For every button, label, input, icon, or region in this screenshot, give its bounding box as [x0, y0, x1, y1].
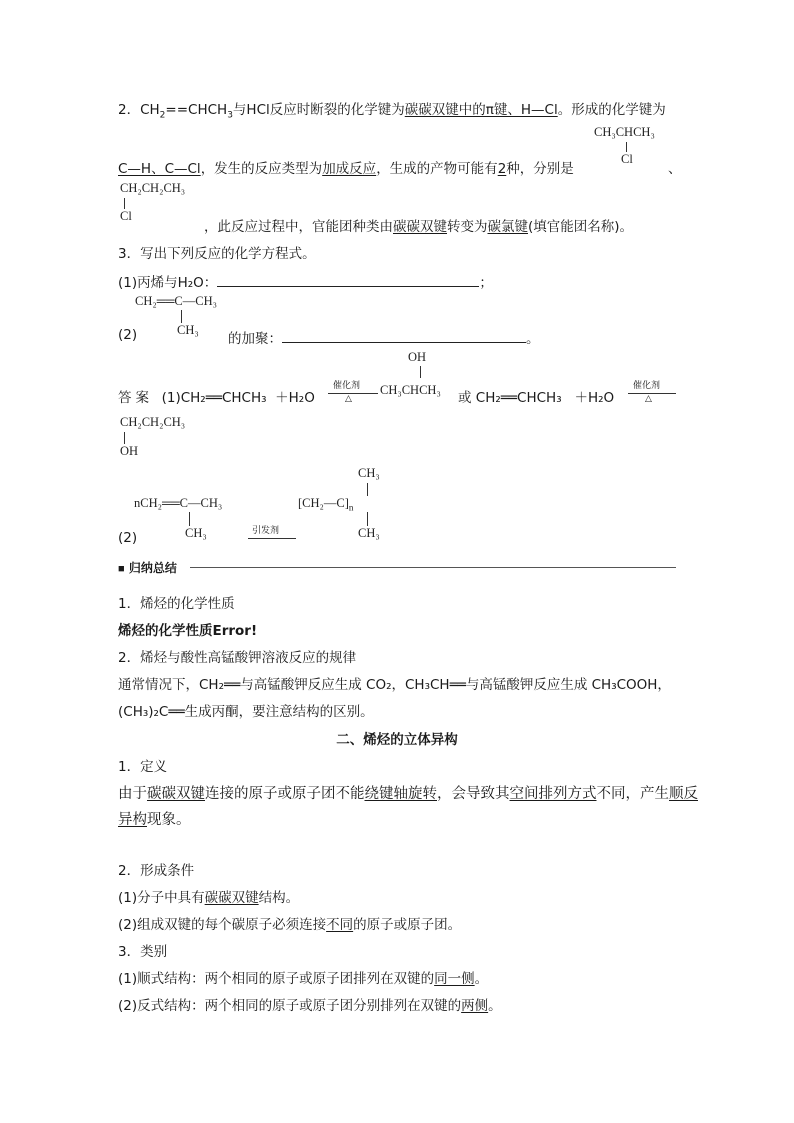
section-title: 二、烯烃的立体异构 [336, 732, 458, 748]
monomer-ch3: CH₃ [185, 526, 207, 540]
answer-blank-1[interactable] [217, 274, 479, 287]
answer-blank-2[interactable] [282, 330, 526, 343]
definition-line2: 异构现象。 [118, 812, 191, 828]
conditions-title: 2．形成条件 [118, 863, 195, 879]
prod2-top: CH₂CH₂CH₃ [120, 415, 186, 429]
condition-1: (1)分子中具有碳碳双键结构。 [118, 890, 300, 906]
summary-p1-title: 1．烯烃的化学性质 [118, 596, 235, 612]
bond-line [181, 310, 182, 323]
struct-1-chloropropane-cl: Cl [120, 209, 132, 223]
reaction-arrow-2 [628, 393, 676, 394]
summary-heading: ■ 归纳总结 [118, 561, 177, 575]
answer-line1: 答案 (1)CH₂══CHCH₃ ＋H₂O [118, 390, 315, 406]
answer-2-label: (2) [118, 530, 138, 546]
reaction-arrow-3 [248, 538, 296, 539]
q2-comma: 、 [668, 161, 682, 177]
condition-2: (2)组成双键的每个碳原子必须连接不同的原子或原子团。 [118, 917, 462, 933]
struct-2-chloropropane-top: CH₃CHCH₃ [594, 125, 655, 139]
q3-item2: 的加聚： 。 [228, 331, 540, 347]
heat-label-1: △ [345, 394, 352, 404]
summary-p2-line2: (CH₃)₂C══生成丙酮，要注意结构的区别。 [118, 704, 374, 720]
answer-line1b: 或 CH₂══CHCH₃ ＋H₂O [458, 390, 615, 406]
polymer-chain: $[CH_2—C]_n$ [298, 496, 354, 513]
q3-item1: (1)丙烯与H₂O： ； [118, 275, 493, 291]
q3-monomer-struct-bottom: CH₃ [177, 323, 199, 337]
bond-line [189, 512, 190, 526]
bond-line [420, 366, 421, 378]
bond-line [124, 198, 125, 209]
poly-bottom: CH₃ [358, 526, 380, 540]
bond-line [367, 512, 368, 526]
poly-top: CH₃ [358, 466, 380, 480]
struct-1-chloropropane-top: CH₂CH₂CH₃ [120, 181, 186, 195]
definition-title: 1．定义 [118, 759, 168, 775]
prod1-struct: CH₃CHCH₃ [380, 383, 441, 397]
divider [190, 567, 676, 568]
catalyst-label-1: 催化剂 [333, 381, 361, 391]
q3-monomer-struct-top: CH₂══C—CH₃ [135, 294, 217, 308]
summary-p1-text: 烯烃的化学性质Error! [118, 623, 258, 639]
reaction-arrow-1 [328, 393, 378, 394]
q2-line3: ，此反应过程中，官能团种类由碳碳双键转变为碳氯键(填官能团名称)。 [204, 219, 634, 235]
q2-line2: C—H、C—Cl，发生的反应类型为加成反应，生成的产物可能有2种，分别是 [118, 161, 574, 177]
q3-item2-label: (2) [118, 327, 138, 343]
q3-title: 3．写出下列反应的化学方程式。 [118, 246, 316, 262]
q2-line1: 2．$CH_2==CHCH_3$与HCl反应时断裂的化学键为碳碳双键中的π键、H—Cl。形成的化学键为 [118, 102, 666, 121]
initiator-label: 引发剂 [252, 526, 280, 536]
bond-line [367, 483, 368, 496]
definition-line1: 由于碳碳双键连接的原子或原子团不能绕键轴旋转，会导致其空间排列方式不同，产生顺反 [118, 786, 698, 802]
summary-p2-line1: 通常情况下，CH₂══与高锰酸钾反应生成 CO₂，CH₃CH══与高锰酸钾反应生成 CH₃COOH， [118, 677, 671, 693]
heat-label-2: △ [645, 394, 652, 404]
monomer-n: nCH₂══C—CH₃ [134, 496, 223, 510]
type-trans: (2)反式结构：两个相同的原子或原子团分别排列在双键的两侧。 [118, 998, 502, 1014]
prod1-oh: OH [408, 350, 427, 364]
struct-2-chloropropane-cl: Cl [621, 152, 633, 166]
type-cis: (1)顺式结构：两个相同的原子或原子团排列在双键的同一侧。 [118, 971, 489, 987]
catalyst-label-2: 催化剂 [633, 381, 661, 391]
summary-p2-title: 2．烯烃与酸性高锰酸钾溶液反应的规律 [118, 650, 357, 666]
prod2-oh: OH [120, 444, 139, 458]
bond-line [626, 142, 627, 152]
types-title: 3．类别 [118, 944, 168, 960]
bond-line [124, 432, 125, 444]
